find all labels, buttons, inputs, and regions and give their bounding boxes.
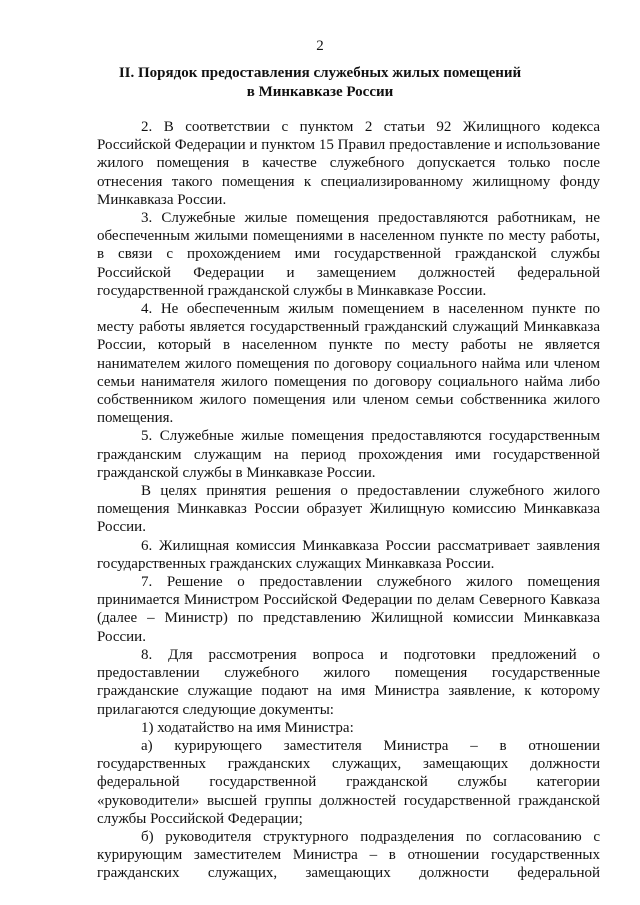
paragraph-subitem-a: а) курирующего заместителя Министра – в отношении государственных гражданских служащих, замещающих должности федеральной государственной гражданской службы категории «руководители» высшей группы должностей государственной гражданской службы Российской Федерации; — [97, 737, 600, 827]
paragraph-item-8: 8. Для рассмотрения вопроса и подготовки предложений о предоставлении служебного жилого помещения государственные гражданские служащие подают на имя Министра заявление, к которому прилагаются следующие документы: — [97, 646, 600, 718]
paragraph-item-3: 3. Служебные жилые помещения предоставляются работникам, не обеспеченным жилыми помещениями в населенном пункте по месту работы, в связи с прохождением ими государственной гражданской службы Российской Федерации и замещением должностей федеральной государственной гражданской службы в Минкавказе России. — [97, 210, 600, 299]
section-heading-line-1: II. Порядок предоставления служебных жилых помещений — [118, 65, 522, 81]
paragraph-item-6: 6. Жилищная комиссия Минкавказа России рассматривает заявления государственных гражданских служащих Минкавказа России. — [97, 537, 600, 572]
paragraph-subitem-1: 1) ходатайство на имя Министра: — [141, 719, 354, 736]
paragraph-housing-commission: В целях принятия решения о предоставлении служебного жилого помещения Минкавказ России образует Жилищную комиссию Минкавказа России. — [97, 483, 600, 536]
section-heading — [60, 64, 580, 102]
document-body — [97, 118, 600, 883]
section-heading-line-2: в Минкавказе России — [246, 84, 394, 100]
paragraph-item-2: 2. В соответствии с пунктом 2 статьи 92 Жилищного кодекса Российской Федерации и пунктом 15 Правил предоставление и использование жилого помещения в качестве служебного допускается только после отнесения такого помещения к специализированному жилищному фонду Минкавказа России. — [97, 119, 600, 208]
page-number: 2 — [316, 38, 324, 54]
paragraph-subitem-b: б) руководителя структурного подразделения по согласованию с курирующим заместителем Министра – в отношении государственных гражданских служащих, замещающих должности федеральной — [97, 828, 600, 882]
paragraph-item-4: 4. Не обеспеченным жилым помещением в населенном пункте по месту работы является государственный гражданский служащий Минкавказа России, который в населенном пункте по месту работы не является нанимателем жилого помещения по договору социального найма или членом семьи нанимателя жилого помещения по договору социального найма либо собственником жилого помещения или членом семьи собственника жилого помещения. — [97, 301, 600, 427]
paragraph-item-5: 5. Служебные жилые помещения предоставляются государственным гражданским служащим на период прохождения ими государственной гражданской службы в Минкавказе России. — [97, 428, 600, 481]
paragraph-item-7: 7. Решение о предоставлении служебного жилого помещения принимается Министром Российской Федерации по делам Северного Кавказа (далее – Министр) по представлению Жилищной комиссии Минкавказа России. — [97, 574, 600, 645]
